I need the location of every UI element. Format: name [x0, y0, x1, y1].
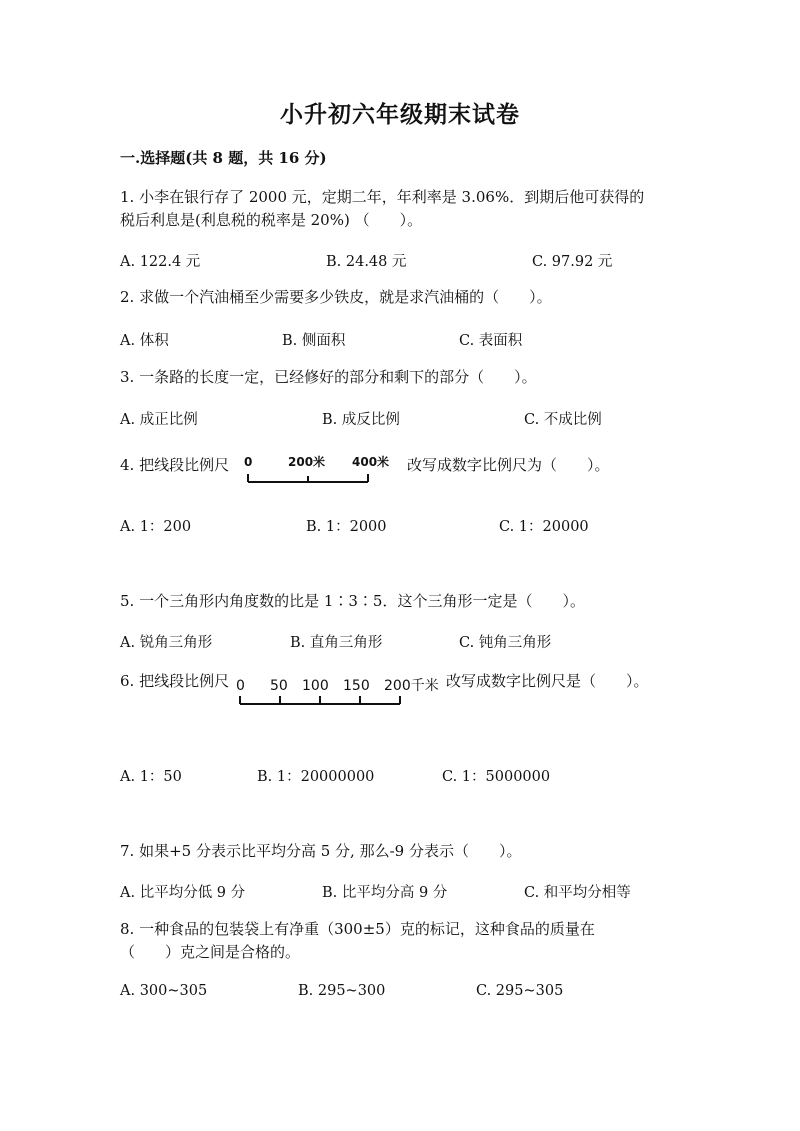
question-6-suffix: 改写成数字比例尺是（ ）。 — [446, 672, 649, 690]
scale4-label-200: 200米 — [288, 455, 326, 469]
line-scale-figure-4 — [240, 452, 390, 486]
question-3: 3. 一条路的长度一定，已经修好的部分和剩下的部分（ ）。 — [120, 368, 537, 386]
q3-option-a: A. 成正比例 — [120, 412, 198, 428]
q4-option-b: B. 1：2000 — [306, 519, 387, 535]
question-5: 5. 一个三角形内角度数的比是 1∶3∶5．这个三角形一定是（ ）。 — [120, 592, 585, 610]
q8-option-b: B. 295~300 — [298, 983, 386, 999]
question-2: 2. 求做一个汽油桶至少需要多少铁皮，就是求汽油桶的（ ）。 — [120, 288, 552, 306]
scale6-label-200km: 200千米 — [384, 678, 439, 694]
scale6-label-100: 100 — [302, 678, 329, 694]
q7-option-b: B. 比平均分高 9 分 — [322, 885, 448, 901]
q3-option-b: B. 成反比例 — [322, 412, 400, 428]
question-4-suffix: 改写成数字比例尺为（ ）。 — [407, 456, 610, 474]
q3-option-c: C. 不成比例 — [524, 412, 602, 428]
question-4-prefix: 4. 把线段比例尺 — [120, 456, 230, 474]
q5-option-c: C. 钝角三角形 — [459, 635, 552, 651]
q6-option-a: A. 1：50 — [120, 769, 182, 785]
q2-option-c: C. 表面积 — [459, 333, 523, 349]
q2-option-a: A. 体积 — [120, 333, 169, 349]
q5-option-a: A. 锐角三角形 — [120, 635, 213, 651]
question-8-line-2: （ ）克之间是合格的。 — [120, 943, 301, 961]
q4-option-a: A. 1：200 — [120, 519, 192, 535]
question-1-line-2: 税后利息是(利息税的税率是 20%) （ ）。 — [120, 211, 423, 229]
q5-option-b: B. 直角三角形 — [290, 635, 383, 651]
q8-option-a: A. 300~305 — [120, 983, 208, 999]
scale6-label-150: 150 — [343, 678, 370, 694]
q2-option-b: B. 侧面积 — [282, 333, 346, 349]
q4-option-c: C. 1：20000 — [499, 519, 589, 535]
line-scale-figure-6 — [234, 674, 444, 710]
scale4-label-0: 0 — [244, 455, 253, 469]
question-8 — [120, 918, 680, 964]
q1-option-b: B. 24.48 元 — [326, 254, 407, 270]
q7-option-a: A. 比平均分低 9 分 — [120, 885, 246, 901]
question-6-prefix: 6. 把线段比例尺 — [120, 672, 230, 690]
q8-option-c: C. 295~305 — [476, 983, 564, 999]
q6-option-b: B. 1：20000000 — [257, 769, 375, 785]
question-7: 7. 如果+5 分表示比平均分高 5 分, 那么-9 分表示（ ）。 — [120, 842, 522, 860]
question-1-line-1: 1. 小李在银行存了 2000 元，定期二年，年利率是 3.06%．到期后他可获得的 — [120, 188, 645, 206]
q6-option-c: C. 1：5000000 — [442, 769, 551, 785]
question-1 — [120, 186, 680, 232]
scale4-label-400: 400米 — [352, 455, 390, 469]
scale6-label-50: 50 — [270, 678, 288, 694]
question-8-line-1: 8. 一种食品的包装袋上有净重（300±5）克的标记，这种食品的质量在 — [120, 920, 595, 938]
q1-option-c: C. 97.92 元 — [532, 254, 613, 270]
exam-title: 小升初六年级期末试卷 — [280, 101, 520, 128]
scale6-label-0: 0 — [236, 678, 245, 694]
q1-option-a: A. 122.4 元 — [120, 254, 201, 270]
section-heading: 一.选择题(共 8 题，共 16 分) — [120, 149, 327, 167]
q7-option-c: C. 和平均分相等 — [524, 885, 631, 901]
